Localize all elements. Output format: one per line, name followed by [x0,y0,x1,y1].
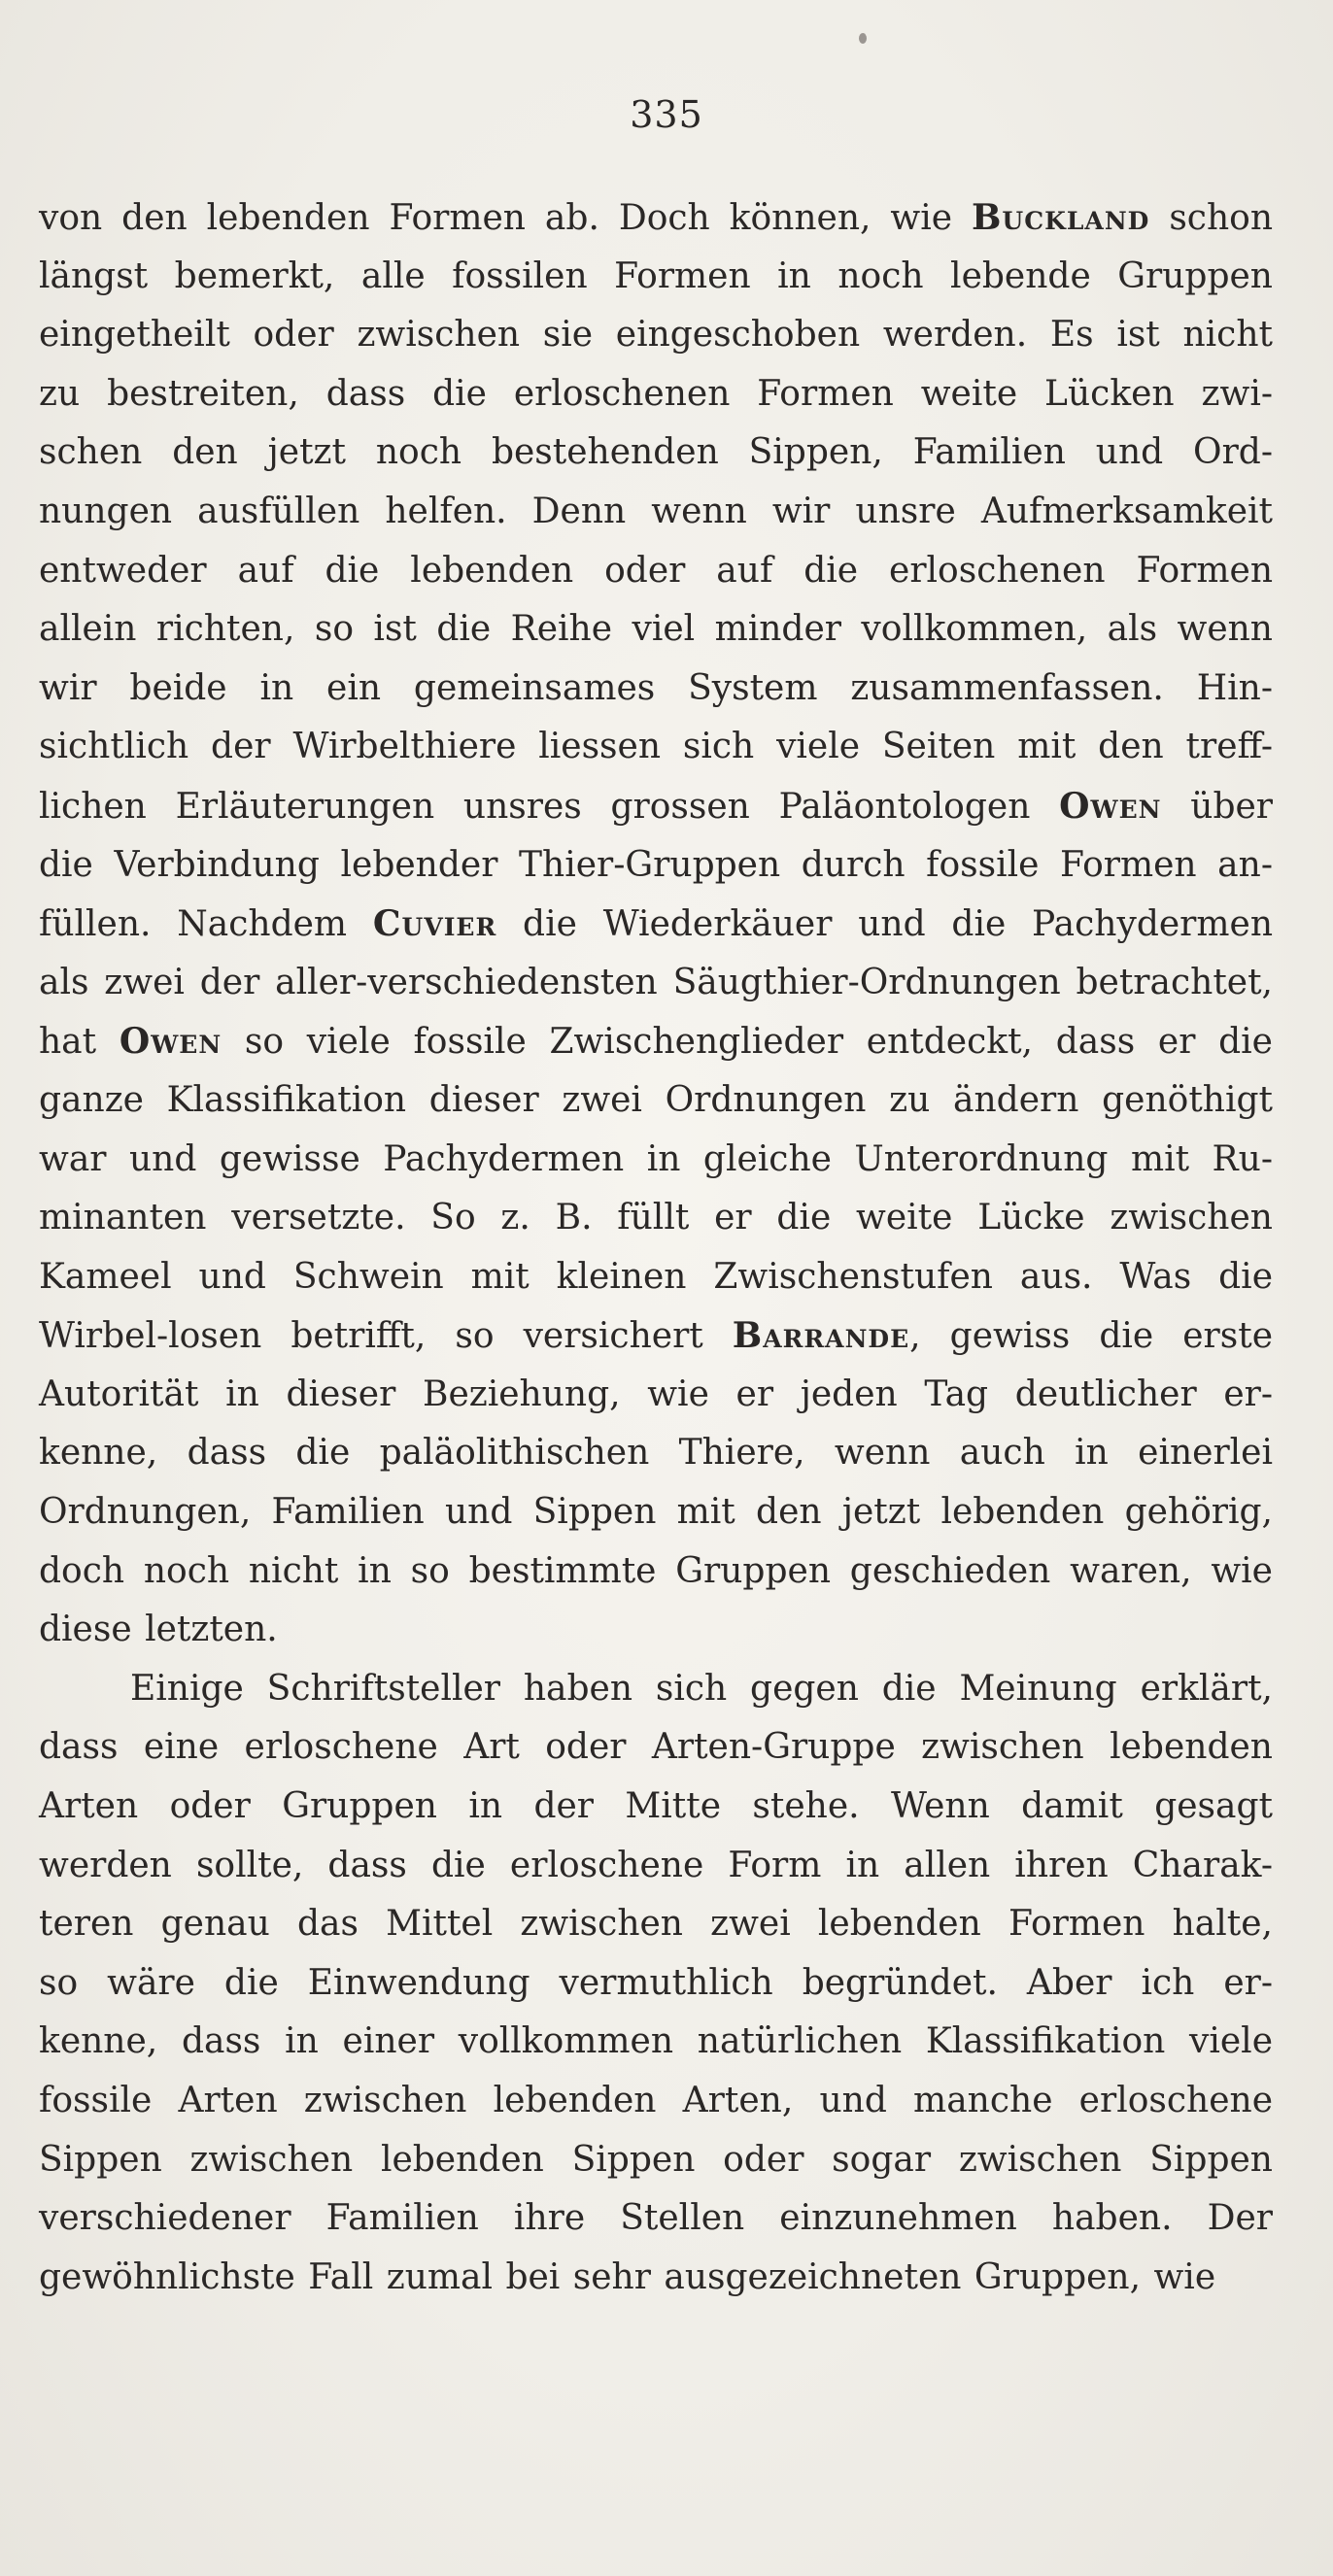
text-line: Arten oder Gruppen in der Mitte stehe. Wenn damit gesagt [39,1786,1273,1827]
page-number: 335 [630,93,703,136]
text-line: von den lebenden Formen ab. Doch können, wie Buckland schon [39,197,1274,238]
text-line: wir beide in ein gemeinsames System zusammenfassen. Hin- [39,667,1273,708]
text-line: Sippen zwischen lebenden Sippen oder sogar zwischen Sippen [39,2139,1273,2180]
text-line: eingetheilt oder zwischen sie eingeschoben werden. Es ist nicht [39,315,1273,356]
text-line: längst bemerkt, alle fossilen Formen in noch lebende Gruppen [39,255,1273,296]
text-line: gewöhnlichste Fall zumal bei sehr ausgezeichneten Gruppen, wie [39,2256,1216,2297]
author-name: Owen [1059,785,1162,827]
text-line: minanten versetzte. So z. B. füllt er die weite Lücke zwischen [39,1198,1273,1238]
text-line: Einige Schriftsteller haben sich gegen die Meinung erklärt, [130,1668,1273,1709]
text-line: lichen Erläuterungen unsres grossen Paläontologen Owen über [39,785,1273,827]
author-name: Barrande [732,1315,910,1357]
text-line: hat Owen so viele fossile Zwischenglieder entdeckt, dass er die [39,1021,1273,1063]
text-line: füllen. Nachdem Cuvier die Wiederkäuer und die Pachydermen [39,903,1274,945]
text-line: so wäre die Einwendung vermuthlich begründet. Aber ich er- [39,1962,1273,2003]
text-line: Kameel und Schwein mit kleinen Zwischenstufen aus. Was die [39,1256,1273,1297]
text-line: allein richten, so ist die Reihe viel minder vollkommen, als wenn [39,609,1273,650]
text-line: war und gewisse Pachydermen in gleiche Unterordnung mit Ru- [39,1138,1273,1179]
text-line: doch noch nicht in so bestimmte Gruppen geschieden waren, wie [39,1550,1273,1591]
text-line: Autorität in dieser Beziehung, wie er jeden Tag deutlicher er- [39,1373,1273,1414]
text-line: diese letzten. [39,1610,278,1650]
text-line: Wirbel-losen betrifft, so versichert Barrande, gewiss die erste [39,1315,1273,1357]
text-line: fossile Arten zwischen lebenden Arten, und manche erloschene [39,2081,1273,2120]
author-name: Cuvier [372,903,497,945]
text-line: kenne, dass in einer vollkommen natürlichen Klassifikation viele [39,2021,1273,2062]
text-line: dass eine erloschene Art oder Arten-Gruppe zwischen lebenden [39,1727,1273,1768]
text-line: zu bestreiten, dass die erloschenen Formen weite Lücken zwi- [39,373,1273,414]
text-line: werden sollte, dass die erloschene Form in allen ihren Charak- [39,1845,1273,1885]
text-line: die Verbindung lebender Thier-Gruppen durch fossile Formen an- [39,844,1273,885]
text-line: sichtlich der Wirbelthiere liessen sich viele Seiten mit den treff- [39,727,1273,767]
text-line: als zwei der aller-verschiedensten Säugthier-Ordnungen betrachtet, [39,962,1273,1002]
author-name: Buckland [972,197,1150,238]
text-line: teren genau das Mittel zwischen zwei lebenden Formen halte, [39,1904,1273,1945]
ink-speck [859,33,867,44]
text-line: entweder auf die lebenden oder auf die erloschenen Formen [39,550,1273,591]
text-line: Ordnungen, Familien und Sippen mit den jetzt lebenden gehörig, [39,1492,1273,1533]
author-name: Owen [119,1021,222,1063]
text-line: verschiedener Familien ihre Stellen einzunehmen haben. Der [39,2198,1273,2239]
text-line: schen den jetzt noch bestehenden Sippen, Familien und Ord- [39,432,1273,473]
text-line: ganze Klassifikation dieser zwei Ordnungen zu ändern genöthigt [39,1079,1273,1120]
text-line: kenne, dass die paläolithischen Thiere, wenn auch in einerlei [39,1433,1273,1474]
body-text [39,188,1273,2307]
text-line: nungen ausfüllen helfen. Denn wenn wir unsre Aufmerksamkeit [39,491,1273,531]
